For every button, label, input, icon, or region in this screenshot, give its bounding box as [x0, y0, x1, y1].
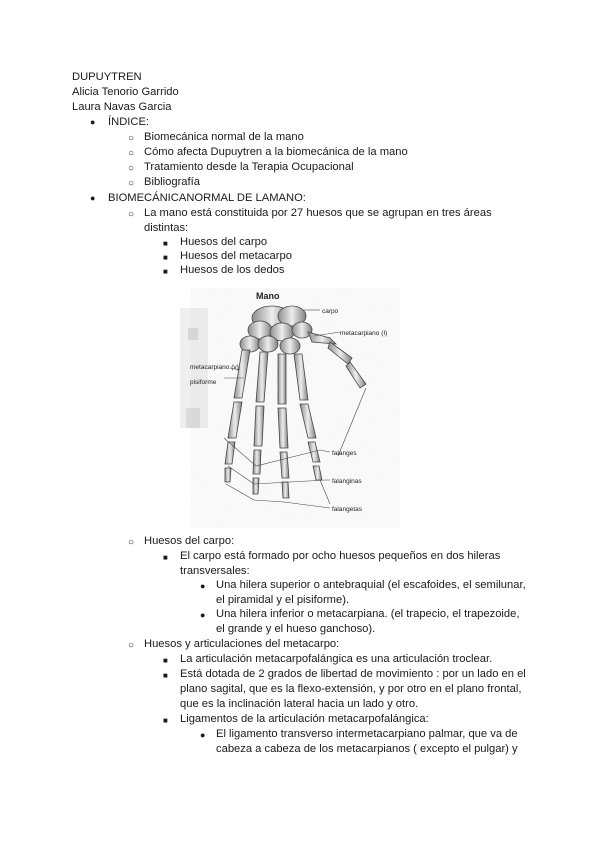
- paragraph-line: que es la inclinación lateral hacia un lado y otro.: [180, 698, 419, 710]
- circle-bullet: ○: [128, 148, 135, 159]
- figure-label: metacarpiano (I): [340, 330, 388, 337]
- list-item: Huesos del metacarpo: [180, 250, 292, 262]
- author-name: Alicia Tenorio Garrido: [72, 86, 179, 98]
- section-heading-biomecanica: BIOMECÁNICANORMAL DE LAMANO:: [108, 192, 306, 204]
- subsection-heading-carpo: Huesos del carpo:: [144, 535, 235, 547]
- square-bullet: ■: [163, 656, 168, 665]
- paragraph-line: el grande y el hueso ganchoso).: [216, 623, 376, 635]
- disc-bullet: ●: [90, 193, 96, 203]
- toc-item: Biomecánica normal de la mano: [144, 131, 304, 143]
- paragraph-line: plano sagital, que es la flexo-extensión, y por otro en el plano frontal,: [180, 683, 522, 695]
- figure-label: falanginas: [332, 478, 362, 485]
- square-bullet: ■: [163, 716, 168, 725]
- hand-skeleton-illustration: [180, 288, 400, 528]
- paragraph-line: Ligamentos de la articulación metacarpofalángica:: [180, 713, 429, 725]
- circle-bullet: ○: [128, 209, 135, 220]
- author-name: Laura Navas Garcia: [72, 101, 172, 113]
- paragraph-line: transversales:: [180, 565, 250, 577]
- paragraph-line: Está dotada de 2 grados de libertad de movimiento : por un lado en el: [180, 668, 526, 680]
- square-bullet: ■: [163, 267, 168, 276]
- list-item: Huesos de los dedos: [180, 264, 285, 276]
- figure-label: falanges: [332, 450, 357, 457]
- square-bullet: ■: [163, 239, 168, 248]
- circle-bullet: ○: [128, 163, 135, 174]
- list-item: Huesos del carpo: [180, 236, 268, 248]
- circle-bullet: ○: [128, 537, 135, 548]
- paragraph-line: cabeza a cabeza de los metacarpianos ( excepto el pulgar) y: [216, 743, 518, 755]
- paragraph-line: el piramidal y el pisiforme).: [216, 594, 350, 606]
- square-bullet: ■: [163, 553, 168, 562]
- paragraph-line: La mano está constituida por 27 huesos que se agrupan en tres áreas: [144, 207, 492, 219]
- toc-item: Bibliografía: [144, 176, 200, 188]
- paragraph-line: Una hilera superior o antebraquial (el escafoides, el semilunar,: [216, 579, 526, 591]
- figure-title: Mano: [256, 291, 280, 301]
- hand-skeleton-figure: [180, 288, 400, 528]
- paragraph-line: El ligamento transverso intermetacarpiano palmar, que va de: [216, 728, 518, 740]
- subsection-heading-metacarpo: Huesos y articulaciones del metacarpo:: [144, 638, 340, 650]
- paragraph-line: distintas:: [144, 222, 189, 234]
- disc-bullet: ●: [90, 117, 96, 127]
- paragraph-line: La articulación metacarpofalángica es una articulación troclear.: [180, 653, 493, 665]
- toc-item: Tratamiento desde la Terapia Ocupacional: [144, 161, 354, 173]
- circle-bullet: ○: [128, 178, 135, 189]
- document-title: DUPUYTREN: [72, 71, 142, 83]
- disc-bullet: ●: [200, 610, 206, 620]
- section-heading-indice: ÍNDICE:: [108, 116, 150, 128]
- circle-bullet: ○: [128, 133, 135, 144]
- paragraph-line: El carpo está formado por ocho huesos pequeños en dos hileras: [180, 550, 501, 562]
- figure-label: falangetas: [332, 506, 362, 513]
- toc-item: Cómo afecta Dupuytren a la biomecánica de la mano: [144, 146, 408, 158]
- paragraph-line: Una hilera inferior o metacarpiana. (el trapecio, el trapezoide,: [216, 608, 520, 620]
- disc-bullet: ●: [200, 730, 206, 740]
- disc-bullet: ●: [200, 581, 206, 591]
- figure-label: pisiforme: [190, 379, 217, 386]
- figure-label: metacarpiano (v): [190, 364, 239, 371]
- square-bullet: ■: [163, 253, 168, 262]
- circle-bullet: ○: [128, 640, 135, 651]
- figure-label: carpo: [322, 308, 339, 315]
- square-bullet: ■: [163, 671, 168, 680]
